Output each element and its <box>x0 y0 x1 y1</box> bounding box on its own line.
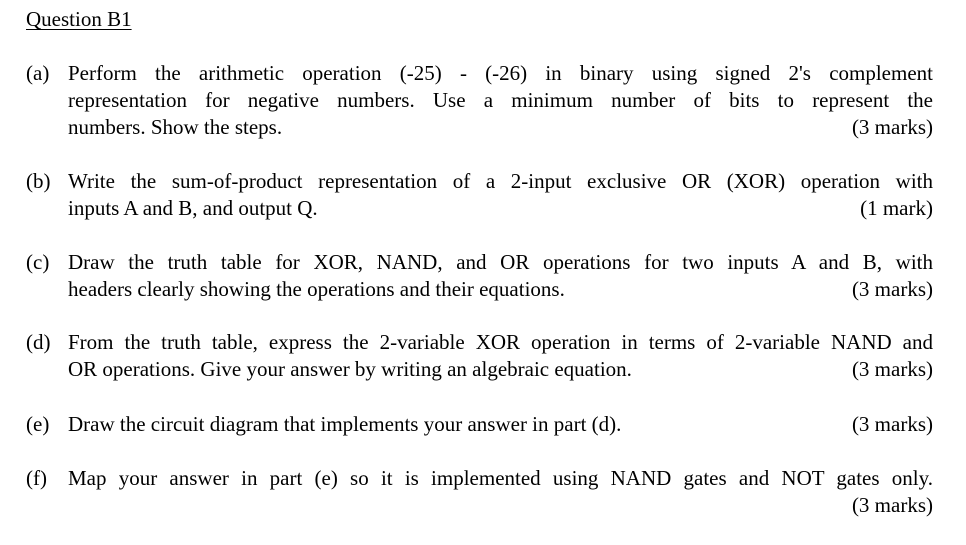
question-d-label: (d) <box>26 330 51 354</box>
question-a-line-3: numbers. Show the steps. <box>68 115 283 139</box>
question-b-line-2: inputs A and B, and output Q. <box>68 196 318 220</box>
question-b-label: (b) <box>26 169 51 193</box>
question-f <box>26 465 933 519</box>
question-b <box>26 168 933 222</box>
question-c-label: (c) <box>26 250 50 274</box>
question-b-marks: (1 mark) <box>860 196 933 220</box>
question-f-label: (f) <box>26 466 47 490</box>
question-c-line-2: headers clearly showing the operations and their equations. <box>68 277 565 301</box>
question-d-line-2: OR operations. Give your answer by writing an algebraic equation. <box>68 357 632 381</box>
question-a-marks: (3 marks) <box>851 115 933 139</box>
question-heading: Question B1 <box>26 7 132 31</box>
question-a-label: (a) <box>26 61 50 85</box>
question-c-marks: (3 marks) <box>851 277 933 301</box>
question-b-line-1: Write the sum-of-product representation of a 2-input exclusive OR (XOR) operation with <box>68 169 933 193</box>
question-d-line-1: From the truth table, express the 2-variable XOR operation in terms of 2-variable NAND and <box>68 330 933 354</box>
question-d <box>26 329 933 383</box>
question-e <box>26 411 933 438</box>
question-d-marks: (3 marks) <box>851 357 933 381</box>
question-a <box>26 60 933 141</box>
question-e-line-1: Draw the circuit diagram that implements your answer in part (d). <box>68 412 622 436</box>
question-c-line-1: Draw the truth table for XOR, NAND, and OR operations for two inputs A and B, with <box>68 250 933 274</box>
question-c <box>26 249 933 303</box>
question-a-line-1: Perform the arithmetic operation (-25) - (-26) in binary using signed 2's complement <box>68 61 933 85</box>
question-f-marks: (3 marks) <box>851 493 933 517</box>
question-e-label: (e) <box>26 412 50 436</box>
question-f-line-1: Map your answer in part (e) so it is implemented using NAND gates and NOT gates only. <box>68 466 933 490</box>
question-a-line-2: representation for negative numbers. Use a minimum number of bits to represent the <box>68 88 933 112</box>
question-e-marks: (3 marks) <box>851 412 933 436</box>
